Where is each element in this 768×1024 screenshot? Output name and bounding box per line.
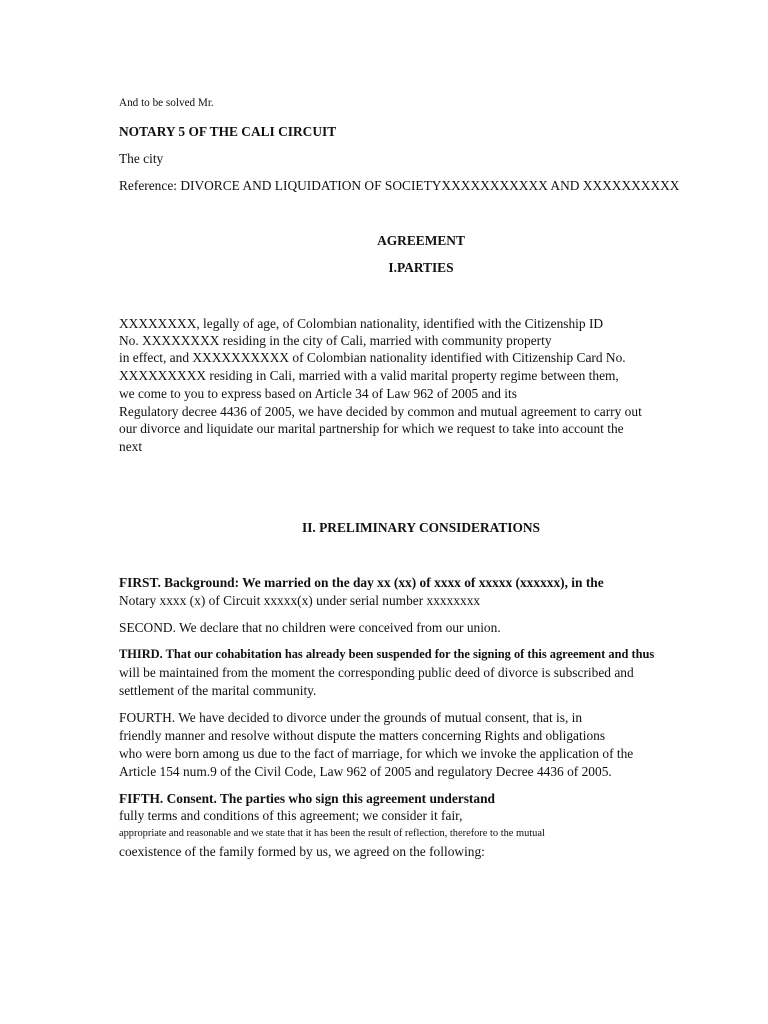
considerations-heading: II. PRELIMINARY CONSIDERATIONS: [302, 520, 540, 535]
city-line: The city: [119, 151, 164, 166]
addressee-line: And to be solved Mr.: [119, 97, 214, 109]
clause-fourth-line: friendly manner and resolve without dispute the matters concerning Rights and obligations: [119, 728, 606, 743]
paragraph-line: XXXXXXXX, legally of age, of Colombian nationality, identified with the Citizenship ID: [119, 316, 604, 331]
clause-fifth-line: coexistence of the family formed by us, we agreed on the following:: [119, 844, 485, 859]
clause-third-line: will be maintained from the moment the corresponding public deed of divorce is subscribed and: [119, 665, 634, 680]
paragraph-line: XXXXXXXXX residing in Cali, married with a valid marital property regime between them,: [119, 368, 619, 383]
reference-line: Reference: DIVORCE AND LIQUIDATION OF SOCIETYXXXXXXXXXXX AND XXXXXXXXXX: [119, 178, 680, 193]
paragraph-line: in effect, and XXXXXXXXXX of Colombian nationality identified with Citizenship Card No.: [119, 350, 626, 365]
clause-fifth-line: FIFTH. Consent. The parties who sign this agreement understand: [119, 791, 495, 806]
clause-fourth-line: who were born among us due to the fact of marriage, for which we invoke the application of the: [119, 746, 634, 761]
clause-fifth-line: appropriate and reasonable and we state that it has been the result of reflection, therefore to the mutual: [119, 828, 545, 839]
paragraph-line: our divorce and liquidate our marital partnership for which we request to take into account the: [119, 421, 624, 436]
clause-fourth-line: Article 154 num.9 of the Civil Code, Law 962 of 2005 and regulatory Decree 4436 of 2005.: [119, 764, 612, 779]
clause-fourth-line: FOURTH. We have decided to divorce under the grounds of mutual consent, that is, in: [119, 710, 583, 725]
paragraph-line: next: [119, 439, 143, 454]
document-title: AGREEMENT: [377, 233, 465, 248]
paragraph-line: Regulatory decree 4436 of 2005, we have decided by common and mutual agreement to carry out: [119, 404, 642, 419]
notary-heading: NOTARY 5 OF THE CALI CIRCUIT: [119, 124, 337, 139]
clause-first-line: Notary xxxx (x) of Circuit xxxxx(x) under serial number xxxxxxxx: [119, 593, 481, 608]
clause-fifth-line: fully terms and conditions of this agreement; we consider it fair,: [119, 808, 463, 823]
clause-second: SECOND. We declare that no children were conceived from our union.: [119, 620, 501, 635]
clause-first-line: FIRST. Background: We married on the day xx (xx) of xxxx of xxxxx (xxxxxx), in the: [119, 575, 604, 590]
parties-heading: I.PARTIES: [388, 260, 454, 275]
clause-third-line: settlement of the marital community.: [119, 683, 317, 698]
paragraph-line: No. XXXXXXXX residing in the city of Cali, married with community property: [119, 333, 552, 348]
clause-third-line: THIRD. That our cohabitation has already been suspended for the signing of this agreement and thus: [119, 647, 655, 661]
paragraph-line: we come to you to express based on Article 34 of Law 962 of 2005 and its: [119, 386, 517, 401]
